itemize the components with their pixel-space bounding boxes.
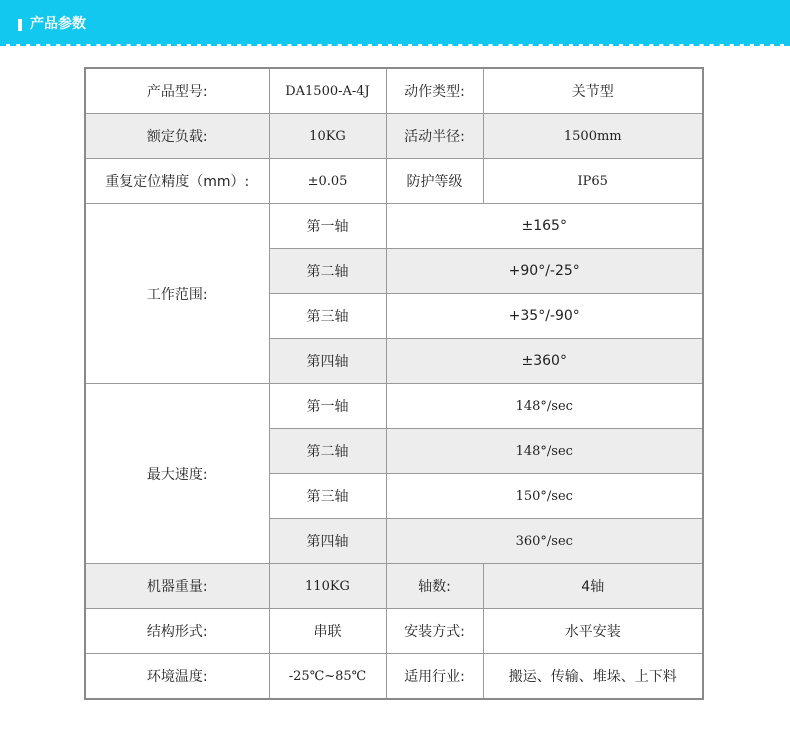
axes-value: 4轴 [483, 564, 703, 609]
protection-value: IP65 [483, 159, 703, 204]
load-label: 额定负载: [85, 114, 269, 159]
table-row [85, 159, 703, 204]
table-row [85, 609, 703, 654]
range-axis-2: 第二轴 [269, 249, 386, 294]
table-row [85, 204, 703, 249]
section-header [0, 0, 790, 44]
table-row [85, 654, 703, 700]
install-label: 安装方式: [386, 609, 483, 654]
weight-value: 110KG [269, 564, 386, 609]
precision-label: 重复定位精度（mm）: [85, 159, 269, 204]
spec-table [84, 67, 704, 700]
range-label: 工作范围: [85, 204, 269, 384]
section-title: 产品参数 [30, 16, 86, 32]
weight-label: 机器重量: [85, 564, 269, 609]
speed-label: 最大速度: [85, 384, 269, 564]
range-value-4: ±360° [386, 339, 703, 384]
install-value: 水平安装 [483, 609, 703, 654]
model-label: 产品型号: [85, 68, 269, 114]
temp-label: 环境温度: [85, 654, 269, 700]
table-row [85, 384, 703, 429]
model-value: DA1500-A-4J [269, 68, 386, 114]
range-axis-1: 第一轴 [269, 204, 386, 249]
range-axis-4: 第四轴 [269, 339, 386, 384]
action-label: 动作类型: [386, 68, 483, 114]
range-value-2: +90°/-25° [386, 249, 703, 294]
protection-label: 防护等级 [386, 159, 483, 204]
speed-axis-4: 第四轴 [269, 519, 386, 564]
table-row [85, 68, 703, 114]
speed-value-1: 148°/sec [386, 384, 703, 429]
header-marker [18, 19, 22, 31]
header-divider [0, 44, 790, 46]
range-value-1: ±165° [386, 204, 703, 249]
radius-value: 1500mm [483, 114, 703, 159]
table-row [85, 564, 703, 609]
range-axis-3: 第三轴 [269, 294, 386, 339]
temp-value: -25℃~85℃ [269, 654, 386, 700]
table-row [85, 114, 703, 159]
structure-label: 结构形式: [85, 609, 269, 654]
action-value: 关节型 [483, 68, 703, 114]
speed-value-4: 360°/sec [386, 519, 703, 564]
load-value: 10KG [269, 114, 386, 159]
industry-label: 适用行业: [386, 654, 483, 700]
precision-value: ±0.05 [269, 159, 386, 204]
structure-value: 串联 [269, 609, 386, 654]
industry-value: 搬运、传输、堆垛、上下料 [483, 654, 703, 700]
speed-axis-1: 第一轴 [269, 384, 386, 429]
radius-label: 活动半径: [386, 114, 483, 159]
speed-value-3: 150°/sec [386, 474, 703, 519]
speed-value-2: 148°/sec [386, 429, 703, 474]
axes-label: 轴数: [386, 564, 483, 609]
range-value-3: +35°/-90° [386, 294, 703, 339]
speed-axis-3: 第三轴 [269, 474, 386, 519]
speed-axis-2: 第二轴 [269, 429, 386, 474]
